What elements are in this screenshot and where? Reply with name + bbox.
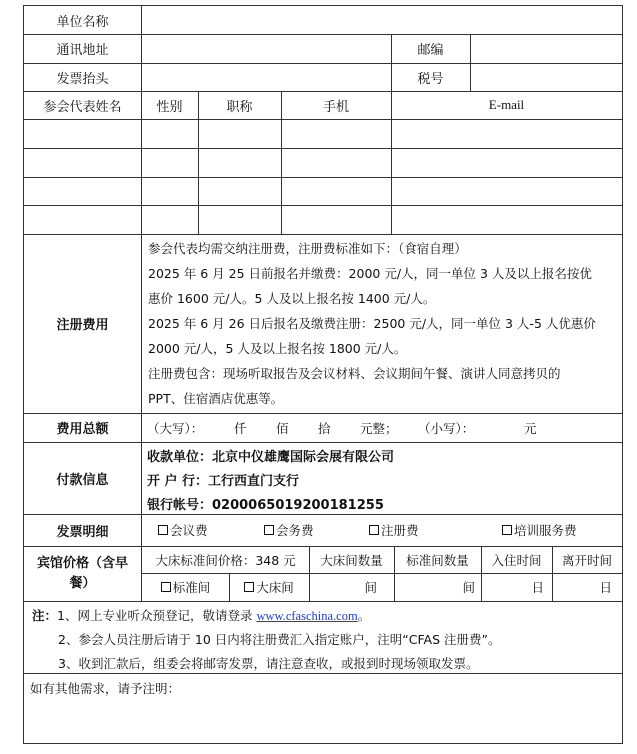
address-field[interactable] xyxy=(142,34,391,63)
standard-room-count-field[interactable]: 间 xyxy=(462,580,475,595)
postcode-field[interactable] xyxy=(471,34,622,63)
fee-line-3: 惠价 1600 元/人。5 人及以上报名按 1400 元/人。 xyxy=(148,291,436,306)
unit-yuan: 元 xyxy=(524,420,537,436)
email-header: E-mail xyxy=(488,97,525,112)
king-room-count-field[interactable]: 间 xyxy=(364,580,377,595)
invoice-option-registration[interactable]: 注册费 xyxy=(369,514,419,546)
checkbox-icon[interactable] xyxy=(158,525,168,535)
checkbox-icon[interactable] xyxy=(369,525,379,535)
fee-line-4: 2025 年 6 月 26 日后报名及缴费注册：2500 元/人，同一单位 3 人-5 人优惠价 xyxy=(148,316,596,331)
website-link[interactable]: www.cfaschina.com xyxy=(256,609,358,623)
invoice-label: 发票明细 xyxy=(56,524,109,540)
checkbox-icon[interactable] xyxy=(264,525,274,535)
note-line-2: 2、参会人员注册后请于 10 日内将注册费汇入指定账户，注明“CFAS 注册费”。 xyxy=(58,632,501,647)
check-out-header: 离开时间 xyxy=(561,552,612,568)
registration-form xyxy=(23,5,623,744)
invoice-option-training[interactable]: 培训服务费 xyxy=(502,514,577,546)
invoice-option-meeting[interactable]: 会议费 xyxy=(158,514,208,546)
attendee-row-2[interactable] xyxy=(24,149,141,177)
checkbox-icon[interactable] xyxy=(502,525,512,535)
hotel-label: 宾馆价格（含早 餐） xyxy=(36,555,128,591)
mobile-header: 手机 xyxy=(322,99,349,115)
payment-label: 付款信息 xyxy=(56,472,109,488)
invoice-title-field[interactable] xyxy=(142,63,391,91)
checkbox-icon[interactable] xyxy=(244,582,254,592)
king-room-count-header: 大床间数量 xyxy=(320,552,383,568)
unit-hundred: 佰 xyxy=(276,420,289,436)
payee-info: 收款单位：北京中仪雄鹰国际会展有限公司 xyxy=(147,449,395,465)
other-requests-label: 如有其他需求，请予注明： xyxy=(30,681,181,696)
check-out-field[interactable]: 日 xyxy=(599,580,612,595)
attendee-row-3[interactable] xyxy=(24,178,141,205)
note-line-3: 3、收到汇款后，组委会将邮寄发票，请注意查收，或报到时现场领取发票。 xyxy=(58,656,479,671)
unit-ten: 拾 xyxy=(318,420,331,436)
fee-line-6: 注册费包含：现场听取报告及会议材料、会议期间午餐、演讲人同意拷贝的 xyxy=(148,366,561,381)
unit-name-label: 单位名称 xyxy=(56,14,109,30)
address-label: 通讯地址 xyxy=(56,43,109,58)
fee-line-5: 2000 元/人，5 人及以上报名按 1800 元/人。 xyxy=(148,341,407,356)
account-info: 银行帐号：0200065019200181255 xyxy=(147,497,384,513)
fee-line-7: PPT、住宿酒店优惠等。 xyxy=(148,391,284,406)
hotel-price: 大床标准间价格：348 元 xyxy=(155,552,296,568)
attendee-row-4[interactable] xyxy=(24,206,141,234)
bank-info: 开 户 行：工行西直门支行 xyxy=(147,473,300,489)
invoice-title-label: 发票抬头 xyxy=(56,71,109,87)
check-in-field[interactable]: 日 xyxy=(531,580,544,595)
fee-description xyxy=(148,236,618,411)
unit-thousand: 仟 xyxy=(234,420,247,436)
invoice-option-conference[interactable]: 会务费 xyxy=(264,514,314,546)
fee-label: 注册费用 xyxy=(56,318,109,333)
unit-name-field[interactable] xyxy=(142,6,622,34)
fee-line-2: 2025 年 6 月 25 日前报名并缴费：2000 元/人，同一单位 3 人及以上报名按优 xyxy=(148,266,592,281)
room-type-king[interactable]: 大床间 xyxy=(229,573,309,601)
room-type-standard[interactable]: 标准间 xyxy=(142,573,229,601)
tax-no-label: 税号 xyxy=(417,71,444,87)
tax-no-field[interactable] xyxy=(471,63,622,91)
other-requests-field[interactable] xyxy=(24,696,622,743)
fee-line-1: 参会代表均需交纳注册费，注册费标准如下：（食宿自理） xyxy=(148,241,467,256)
unit-yuan-whole: 元整； xyxy=(360,420,398,436)
checkbox-icon[interactable] xyxy=(161,582,171,592)
total-label: 费用总额 xyxy=(56,422,109,437)
attendee-row-1[interactable] xyxy=(24,120,141,148)
attendee-name-header: 参会代表姓名 xyxy=(43,99,122,115)
gender-header: 性别 xyxy=(156,99,183,115)
note-line-1: 注：1、网上专业听众预登记，敬请登录 www.cfaschina.com。 xyxy=(32,608,371,623)
postcode-label: 邮编 xyxy=(417,43,444,58)
standard-room-count-header: 标准间数量 xyxy=(406,552,469,568)
title-header: 职称 xyxy=(226,99,253,115)
total-upper-label: （大写）： xyxy=(147,420,204,436)
check-in-header: 入住时间 xyxy=(491,552,542,568)
total-lower-label: （小写）： xyxy=(418,420,475,436)
